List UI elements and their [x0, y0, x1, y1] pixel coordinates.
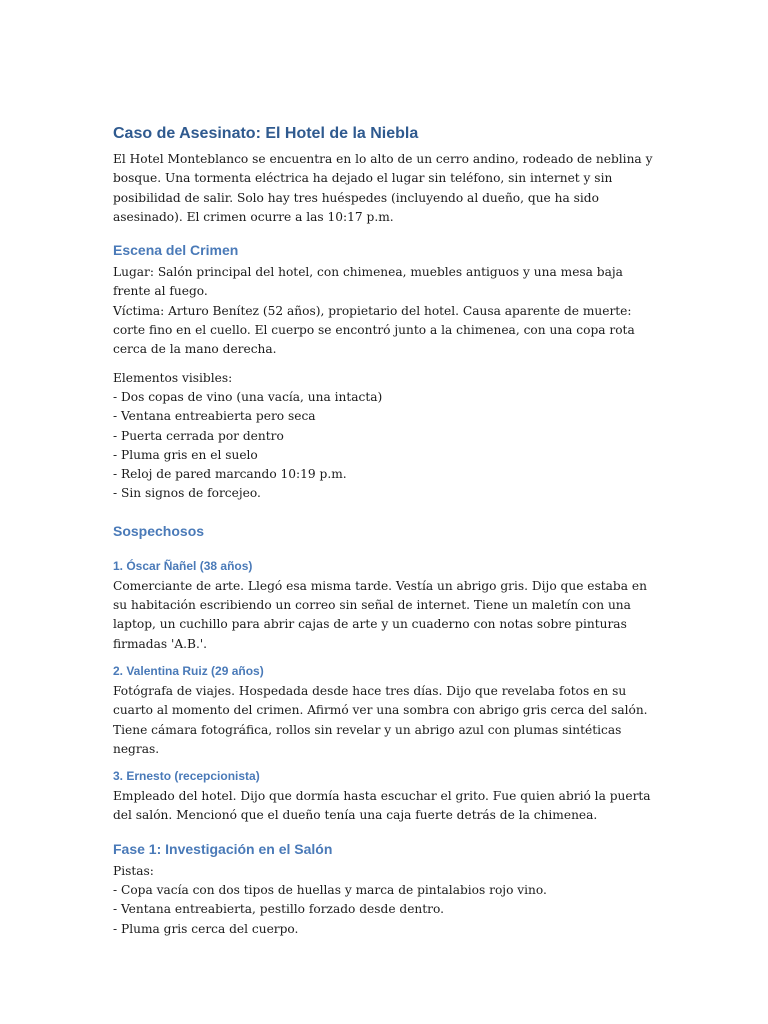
list-item: - Dos copas de vino (una vacía, una intacta): [113, 389, 383, 404]
clues-list: [113, 881, 658, 939]
suspect-2-name: 2. Valentina Ruiz (29 años): [113, 663, 264, 678]
list-item: - Ventana entreabierta pero seca: [113, 409, 316, 424]
list-item: - Puerta cerrada por dentro: [113, 428, 284, 443]
list-item: - Reloj de pared marcando 10:19 p.m.: [113, 467, 347, 482]
elements-label: Elementos visibles:: [113, 370, 233, 385]
phase1-heading: Fase 1: Investigación en el Salón: [113, 840, 333, 857]
list-item: - Ventana entreabierta, pestillo forzado desde dentro.: [113, 902, 444, 917]
suspect-1-text: Comerciante de arte. Llegó esa misma tarde. Vestía un abrigo gris. Dijo que estaba en su habitación escribiendo un correo sin señal de internet. Tiene un maletín con una laptop, un cuchillo para abrir cajas de arte y un cuaderno con notas sobre pinturas firmadas 'A.B.'.: [113, 578, 647, 651]
suspect-1-name: 1. Óscar Ñañel (38 años): [113, 558, 253, 573]
document-title: Caso de Asesinato: El Hotel de la Niebla: [113, 125, 419, 142]
list-item: - Sin signos de forcejeo.: [113, 486, 261, 501]
suspect-2-text: Fotógrafa de viajes. Hospedada desde hace tres días. Dijo que revelaba fotos en su cuarto al momento del crimen. Afirmó ver una sombra con abrigo gris cerca del salón. Tiene cámara fotográfica, rollos sin revelar y un abrigo azul con plumas sintéticas negras.: [113, 683, 648, 756]
clues-label: Pistas:: [113, 863, 154, 878]
scene-place: Lugar: Salón principal del hotel, con chimenea, muebles antiguos y una mesa baja frente al fuego.: [113, 265, 623, 299]
scene-heading: Escena del Crimen: [113, 242, 239, 259]
scene-victim: Víctima: Arturo Benítez (52 años), propietario del hotel. Causa aparente de muerte: corte fino en el cuello. El cuerpo se encontró junto a la chimenea, con una copa rota cerca de la mano derecha.: [113, 303, 635, 357]
list-item: - Pluma gris cerca del cuerpo.: [113, 921, 299, 936]
elements-list: [113, 388, 658, 504]
document-page: [113, 124, 658, 939]
intro-paragraph: El Hotel Monteblanco se encuentra en lo alto de un cerro andino, rodeado de neblina y bosque. Una tormenta eléctrica ha dejado el lugar sin teléfono, sin internet y sin posibilidad de salir. Solo hay tres huéspedes (incluyendo al dueño, que ha sido asesinado). El crimen ocurre a las 10:17 p.m.: [113, 152, 653, 224]
suspects-heading: Sospechosos: [113, 522, 205, 539]
suspect-3-text: Empleado del hotel. Dijo que dormía hasta escuchar el grito. Fue quien abrió la puerta del salón. Mencionó que el dueño tenía una caja fuerte detrás de la chimenea.: [113, 789, 651, 823]
suspect-3-name: 3. Ernesto (recepcionista): [113, 769, 260, 784]
list-item: - Pluma gris en el suelo: [113, 447, 258, 462]
list-item: - Copa vacía con dos tipos de huellas y marca de pintalabios rojo vino.: [113, 883, 547, 898]
